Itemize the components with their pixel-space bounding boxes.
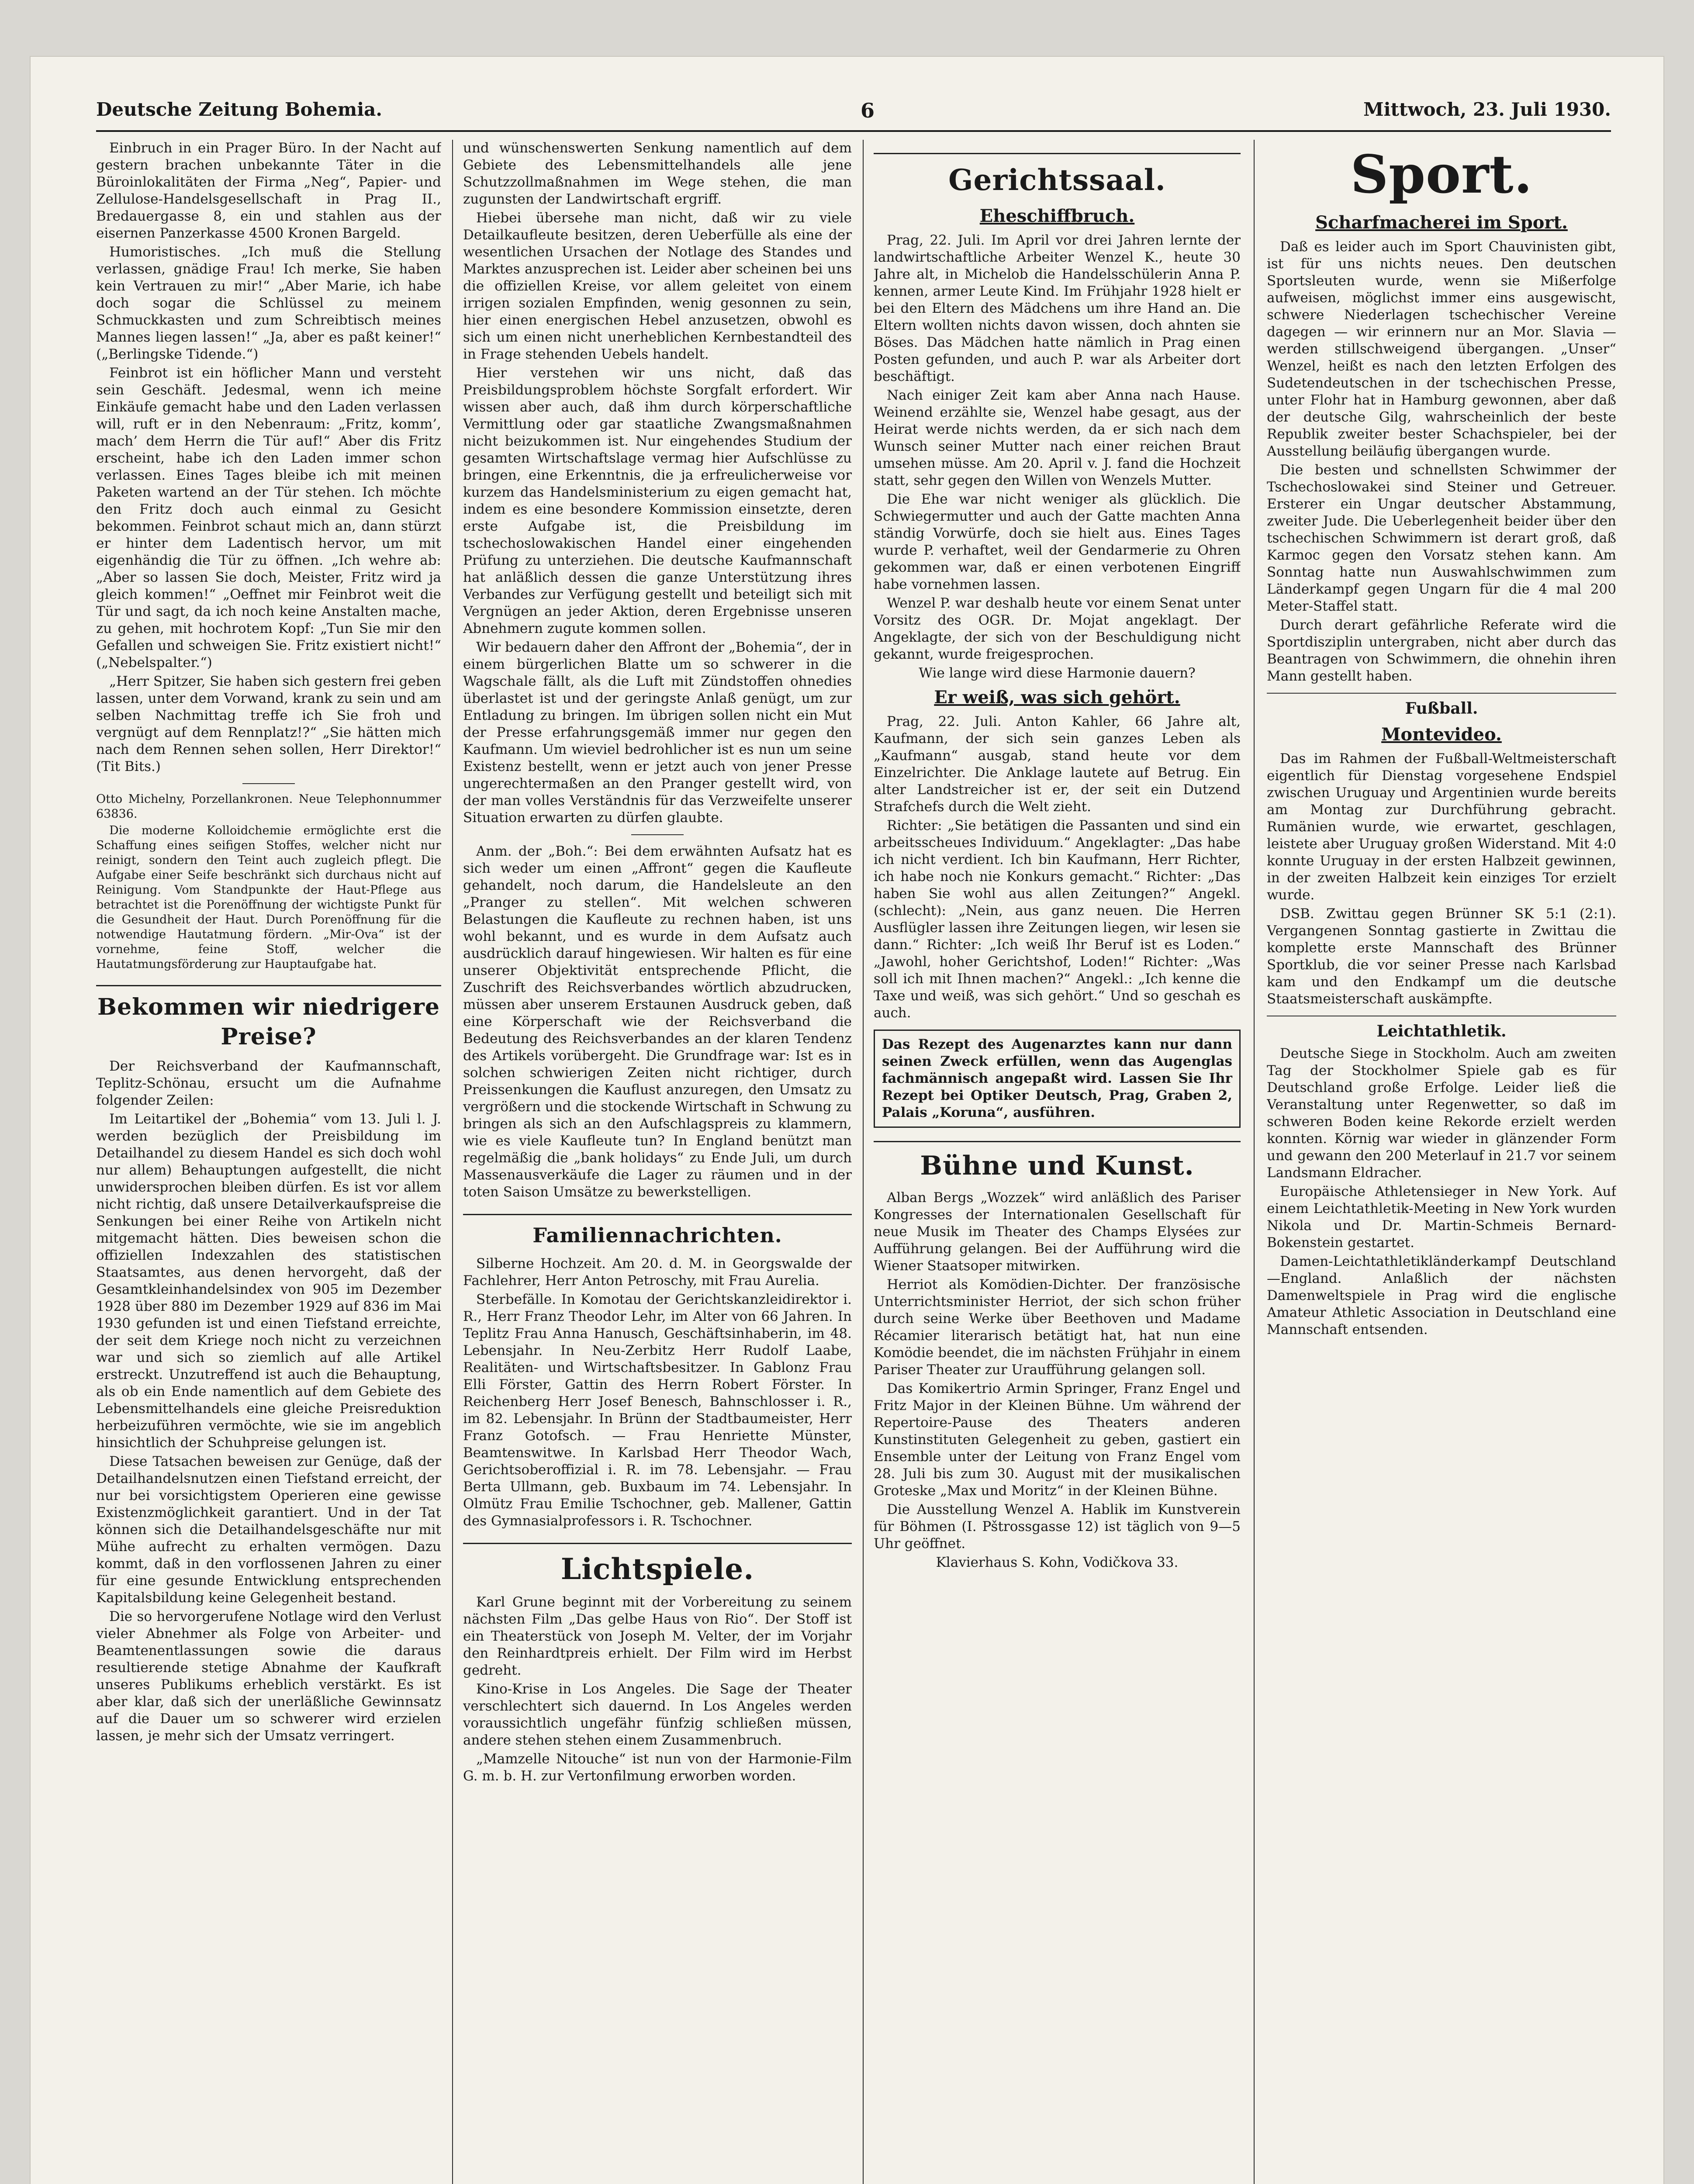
article-paragraph: Deutsche Siege in Stockholm. Auch am zweiten Tag der Stockholmer Spiele gab es für Deutschland große Erfolge. Leider ließ die Veranstaltung unter Regenwetter, so daß im schweren Boden keine Rekorde erzielt werden konnten. Körnig war wieder in glänzender Form und gewann den 200 Meterlauf in 21.7 vor seinem Landsmann Eldracher. xyxy=(1267,1046,1616,1181)
article-title: Eheschiffbruch. xyxy=(979,206,1135,226)
column-divider xyxy=(863,140,864,2184)
section-heading-court: Gerichtssaal. xyxy=(874,153,1241,199)
advertisement: Klavierhaus S. Kohn, Vodičkova 33. xyxy=(936,1555,1179,1570)
culture-notice: Herriot als Komödien-Dichter. Der französische Unterrichtsminister Herriot, der sich schon früher durch seine Werke über Beethoven und Madame Récamier literarisch betätigt hat, hat nun eine Komödie beendet, die im nächsten Frühjahr in einem Pariser Theater zur Uraufführung gelangen soll. xyxy=(874,1277,1241,1378)
column-3 xyxy=(874,140,1241,2184)
article-paragraph: Der Reichsverband der Kaufmannschaft, Teplitz-Schönau, ersucht um die Aufnahme folgender Zeilen: xyxy=(96,1058,441,1108)
article-title: Er weiß, was sich gehört. xyxy=(934,687,1180,708)
article-paragraph: Hier verstehen wir uns nicht, daß das Preisbildungsproblem höchste Sorgfalt erfordert. Wir wissen aber auch, daß ihm durch körperschaftliche Vermittlung oder gar staatliche Zwangsmaßnahmen nicht beizukommen ist. Nur eingehendes Studium der gesamten Wirtschaftslage vermag hier Aufschlüsse zu bringen, eine Erkenntnis, die ja erfreulicherweise vor kurzem das Handelsministerium zu eigen gemacht hat, indem es eine besondere Kommission einsetzte, deren erste Aufgabe ist, die Preisbildung im tschechoslowakischen Handel einer eingehenden Prüfung zu unterziehen. Die deutsche Kaufmannschaft hat anläßlich dessen die ganze Unterstützung ihres Verbandes zur Verfügung gestellt und beteiligt sich mit Vergnügen an jeder Aktion, deren Ergebnisse unseren Abnehmern zugute kommen sollen. xyxy=(463,365,852,636)
column-divider xyxy=(1254,140,1255,2184)
article-paragraph: Durch derart gefährliche Referate wird die Sportdisziplin untergraben, nicht aber durch das Beantragen von Schwimmern, die ohnehin ihren Mann gestellt haben. xyxy=(1267,617,1616,684)
cinema-notice: Karl Grune beginnt mit der Vorbereitung zu seinem nächsten Film „Das gelbe Haus von Rio“. Der Stoff ist ein Theaterstück von Joseph M. Velter, der im Vorjahr den Reinhardtpreis erhielt. Der Film wird im Herbst gedreht. xyxy=(463,1594,852,1678)
paper-title: Deutsche Zeitung Bohemia. xyxy=(96,99,382,120)
column-4 xyxy=(1267,140,1616,2184)
editor-note: Anm. der „Boh.“: Bei dem erwähnten Aufsatz hat es sich weder um einen „Affront“ gegen die Kaufleute gehandelt, noch darum, die Handelsleute an den „Pranger zu stellen“. Mit welchen schweren Belastungen die Kaufleute zu rechnen haben, ist uns wohl bekannt, und es wurde in dem Aufsatz auch ausdrücklich darauf hingewiesen. Wir halten es für eine unserer Objektivität entsprechende Pflicht, die Zuschrift des Reichsverbandes wörtlich abzudrucken, müssen aber unserem Erstaunen Ausdruck geben, daß eine Körperschaft wie der Reichsverband die Bedeutung des Reichsverbandes an der klaren Tendenz des Artikels vorübergeht. Die Grundfrage war: Ist es in solchen schwierigen Zeiten nicht richtiger, durch Preissenkungen die Kauflust anzuregen, den Umsatz zu vergrößern und die stockende Wirtschaft in Schwung zu bringen als sich an den Aufschlagspreis zu klammern, wie es viele Kaufleute tun? In England benützt man regelmäßig die „bank holidays“ zu Ende Juli, um durch Massenausverkäufe die Lager zu räumen und in der toten Saison Umsätze zu bewerkstelligen. xyxy=(463,843,852,1200)
article-paragraph: Die Ehe war nicht weniger als glücklich. Die Schwiegermutter und auch der Gatte machten Anna ständig Vorwürfe, doch sie hielt aus. Eines Tages wurde P. verhaftet, weil der Gendarmerie zu Ohren gekommen war, daß er einen verbotenen Eingriff habe vornehmen lassen. xyxy=(874,491,1241,592)
running-head xyxy=(96,99,1611,125)
culture-notice: Das Komikertrio Armin Springer, Franz Engel und Fritz Major in der Kleinen Bühne. Um während der Repertoire-Pause des Theaters anderen Kunstinstituten Gelegenheit zu geben, gastiert ein Ensemble unter der Leitung von Franz Engel vom 28. Juli bis zum 30. August mit der musikalischen Groteske „Max und Moritz“ in der Kleinen Bühne. xyxy=(874,1381,1241,1499)
headline: Bekommen wir niedrigere Preise? xyxy=(96,985,441,1052)
article-title: Scharfmacherei im Sport. xyxy=(1315,212,1568,233)
subsection-heading-football: Fußball. xyxy=(1267,693,1616,719)
article-paragraph: Wenzel P. war deshalb heute vor einem Senat unter Vorsitz des OGR. Dr. Mojat angeklagt. Der Angeklagte, der sich von der Beschuldigung nicht gekannt, wurde freigesprochen. xyxy=(874,595,1241,662)
article-paragraph: DSB. Zwittau gegen Brünner SK 5:1 (2:1). Vergangenen Sonntag gastierte in Zwittau die komplette erste Mannschaft des Brünner Sportklub, die vor seiner Presse nach Karlsbad kam und den Endkampf um die deutsche Staatsmeisterschaft auskämpfte. xyxy=(1267,906,1616,1007)
article-paragraph: und wünschenswerten Senkung namentlich auf dem Gebiete des Lebensmittelhandels alle jene Schutzzollmaßnahmen im Wege stehen, die man zugunsten der Landwirtschaft ergriff. xyxy=(463,140,852,207)
article-paragraph: Humoristisches. „Ich muß die Stellung verlassen, gnädige Frau! Ich merke, Sie haben kein Vertrauen zu mir!“ „Aber Marie, ich habe doch sogar die Schlüssel zu meinem Schmuckkasten und zum Schreibtisch meines Mannes liegen lassen!“ „Ja, aber es paßt keiner!“ („Berlingske Tidende.“) xyxy=(96,244,441,362)
culture-notice: Die Ausstellung Wenzel A. Hablik im Kunstverein für Böhmen (I. Pštrossgasse 12) ist täglich von 9—5 Uhr geöffnet. xyxy=(874,1502,1241,1552)
article-paragraph: Nach einiger Zeit kam aber Anna nach Hause. Weinend erzählte sie, Wenzel habe gesagt, aus der Heirat werde nichts werden, da er sich nach dem Wunsch seiner Mutter nach einer reichen Braut umsehen müsse. Am 20. April v. J. fand die Hochzeit statt, sehr gegen den Willen von Wenzels Mutter. xyxy=(874,387,1241,488)
article-paragraph: Hiebei übersehe man nicht, daß wir zu viele Detailkaufleute besitzen, deren Ueberfülle als eine der wesentlichen Ursachen der Notlage des Standes und Marktes anzusprechen ist. Leider aber scheinen bei uns die offiziellen Kreise, vor allem geleitet von einem irrigen sozialen Empfinden, wenig gesonnen zu sein, hier einen energischen Hebel anzusetzen, obwohl es sich um einen nicht unerheblichen Kernbestandteil des in Frage stehenden Uebels handelt. xyxy=(463,210,852,362)
cinema-notice: Kino-Krise in Los Angeles. Die Sage der Theater verschlechtert sich dauernd. In Los Angeles werden voraussichtlich ungefähr fünfzig schließen müssen, andere stehen stehen einem Zusammenbruch. xyxy=(463,1681,852,1748)
culture-notice: Alban Bergs „Wozzek“ wird anläßlich des Pariser Kongresses der Internationalen Gesellschaft für neue Musik im Theater des Champs Elysées zur Aufführung gelangen. Bei der Aufführung wird die Wiener Staatsoper mitwirken. xyxy=(874,1190,1241,1274)
section-heading-family: Familiennachrichten. xyxy=(463,1214,852,1249)
article-paragraph: Einbruch in ein Prager Büro. In der Nacht auf gestern brachen unbekannte Täter in die Büroinlokalitäten der Firma „Neg“, Papier- und Zellulose-Handelsgesellschaft in Prag II., Bredauergasse 8, ein und stahlen aus der eisernen Panzerkasse 4500 Kronen Bargeld. xyxy=(96,140,441,241)
newspaper-page xyxy=(31,57,1663,2184)
section-heading-cinema: Lichtspiele. xyxy=(463,1543,852,1588)
article-paragraph: Daß es leider auch im Sport Chauvinisten gibt, ist für uns nichts neues. Den deutschen Sportsleuten wurde, wenn sie Mißerfolge aufweisen, möglichst immer eins ausgewischt, schwere Niederlagen tschechischer Vereine dagegen — wir erinnern nur an Mor. Slavia — werden stillschweigend übergangen. „Unser“ Wenzel, heißt es nach den letzten Erfolgen des Sudetendeutschen in der tschechischen Presse, unter Flohr hat in Hamburg gewonnen, aber daß der deutsche Gilg, wahrscheinlich der beste Republik zweiter bester Schachspieler, bei der Ausstellung beiläufig übergangen wurde. xyxy=(1267,239,1616,459)
article-title: Montevideo. xyxy=(1381,724,1502,745)
article-paragraph: Prag, 22. Juli. Im April vor drei Jahren lernte der landwirtschaftliche Arbeiter Wenzel K., heute 30 Jahre alt, in Michelob die Handelsschülerin Anna P. kennen, armer Leute Kind. Im Frühjahr 1928 hielt er bei den Eltern des Mädchens um ihre Hand an. Die Eltern wollten nichts davon wissen, doch ahnten sie Böses. Das Mädchen hatte nämlich in Prag einen Posten gefunden, und auch P. war als Arbeiter dort beschäftigt. xyxy=(874,232,1241,384)
column-divider xyxy=(452,140,453,2184)
article-paragraph: Damen-Leichtathletikländerkampf Deutschland—England. Anlaßlich der nächsten Damenweltspiele in Prag wird die englische Amateur Athletic Association in Deutschland eine Mannschaft entsenden. xyxy=(1267,1254,1616,1337)
column-1 xyxy=(96,140,441,2184)
article-paragraph: Die so hervorgerufene Notlage wird den Verlust vieler Abnehmer als Folge von Arbeiter- und Beamtenentlassungen sowie die daraus resultierende stetige Abnahme der Kaufkraft unseres Publikums erheblich verstärkt. Es ist aber klar, daß sich der unerläßliche Gewinnsatz auf die Dauer um so schwerer wird erzielen lassen, je mehr sich der Umsatz verringert. xyxy=(96,1609,441,1744)
article-closing: Wie lange wird diese Harmonie dauern? xyxy=(919,665,1196,681)
column-2 xyxy=(463,140,852,2184)
article-paragraph: Feinbrot ist ein höflicher Mann und versteht sein Geschäft. Jedesmal, wenn ich meine Einkäufe gemacht habe und den Laden verlassen will, ruft er in den Nebenraum: „Fritz, komm’, mach’ dem Herrn die Tür auf!“ Aber dis Fritz erscheint, habe ich den Laden immer schon verlassen. Eines Tages bleibe ich mit meinen Paketen wartend an der Tür stehen. Ich möchte den Fritz doch auch einmal zu Gesicht bekommen. Feinbrot schaut mich an, dann stürzt er hinter dem Ladentisch hervor, um mit eigenhändig die Tür zu öffnen. „Ich wehre ab: „Aber so lassen Sie doch, Meister, Fritz wird ja gleich kommen!“ „Oeffnet mir Feinbrot weit die Tür und sagt, da ich noch keine Anstalten mache, zu gehen, mit hochrotem Kopf: „Tun Sie mir den Gefallen und schweigen Sie. Fritz existiert nicht!“ („Nebelspalter.“) xyxy=(96,365,441,670)
article-paragraph: Prag, 22. Juli. Anton Kahler, 66 Jahre alt, Kaufmann, der sich sein ganzes Leben als „Kaufmann“ ausgab, stand heute vor dem Einzelrichter. Die Anklage lautete auf Betrug. Ein alter Landstreicher ist er, der seit ein Dutzend Strafchefs durch die Welt zieht. xyxy=(874,714,1241,815)
separator xyxy=(242,783,295,784)
advertisement-box: Das Rezept des Augenarztes kann nur dann seinen Zweck erfüllen, wenn das Augenglas fachmännisch angepaßt wird. Lassen Sie Ihr Rezept bei Optiker Deutsch, Prag, Graben 2, Palais „Koruna“, ausführen. xyxy=(874,1030,1241,1128)
cinema-notice: „Mamzelle Nitouche“ ist nun von der Harmonie-Film G. m. b. H. zur Vertonfilmung erworben worden. xyxy=(463,1751,852,1784)
family-notice: Silberne Hochzeit. Am 20. d. M. in Georgswalde der Fachlehrer, Herr Anton Petroschy, mit Frau Aurelia. xyxy=(463,1256,852,1289)
article-paragraph: Diese Tatsachen beweisen zur Genüge, daß der Detailhandelsnutzen einen Tiefstand erreicht, der nur bei vorsichtigstem Operieren eine gewisse Existenzmöglichkeit garantiert. Und in der Tat können sich die Detailhandelsgeschäfte nur mit Mühe aufrecht zu erhalten vermögen. Dazu kommt, daß in den vorflossenen Jahren zu einer für eine gesunde Entwicklung entsprechenden Kapitalsbildung keine Gelegenheit bestand. xyxy=(96,1454,441,1606)
article-paragraph: „Herr Spitzer, Sie haben sich gestern frei geben lassen, unter dem Vorwand, krank zu sein und am selben Nachmittag treffe ich Sie froh und vergnügt auf dem Rennplatz!?“ „Sie hätten mich nach dem Rennen sehen sollen, Herr Direktor!“ (Tit Bits.) xyxy=(96,674,441,774)
article-paragraph: Das im Rahmen der Fußball-Weltmeisterschaft eigentlich für Dienstag vorgesehene Endspiel zwischen Uruguay und Argentinien wurde bereits am Montag zur Durchführung gebracht. Rumänien wurde, wie erwartet, geschlagen, leistete aber Uruguay großen Widerstand. Mit 4:0 konnte Uruguay in der ersten Halbzeit gewinnen, in der zweiten Halbzeit kein einziges Tor erzielt wurde. xyxy=(1267,751,1616,903)
page-number: 6 xyxy=(861,99,875,122)
subsection-heading-athletics: Leichtathletik. xyxy=(1267,1016,1616,1042)
advertisement: Die moderne Kolloidchemie ermöglichte erst die Schaffung eines seifigen Stoffes, welcher nicht nur reinigt, sondern den Teint auch zugleich pflegt. Die Aufgabe einer Seife beschränkt sich durchaus nicht auf Reinigung. Vom Standpunkte der Haut-Pflege aus betrachtet ist die Porenöffnung der wichtigste Punkt für die Gesundheit der Haut. Durch Porenöffnung für die notwendige Hautatmung fördern. „Mir-Ova“ ist der vornehme, feine Stoff, welcher die Hautatmungsförderung zur Hauptaufgabe hat. xyxy=(96,824,441,971)
header-rule xyxy=(96,130,1611,132)
article-paragraph: Die besten und schnellsten Schwimmer der Tschechoslowakei sind Steiner und Getreuer. Ersterer ein Ungar deutscher Abstammung, zweiter Jude. Die Ueberlegenheit beider über den tschechischen Schwimmern ist derart groß, daß Karmoc gegen den Vorsatz stehen kann. Am Sonntag hatte nun Auswahlschwimmen zum Länderkampf gegen Ungarn für die 4 mal 200 Meter-Staffel statt. xyxy=(1267,462,1616,614)
advertisement: Otto Michelny, Porzellankronen. Neue Telephonnummer 63836. xyxy=(96,792,441,821)
article-paragraph: Wir bedauern daher den Affront der „Bohemia“, der in einem bürgerlichen Blatte um so schwerer in die Wagschale fällt, als die Luft mit Zündstoffen ohnedies überlastet ist und der geringste Anlaß genügt, um zur Entladung zu bringen. Im übrigen sollen nicht ein Mut der Presse erfahrungsgemäß immer nur gegen den Kaufmann. Um wieviel bedrohlicher ist es nun um seine Existenz bestellt, wenn er jetzt auch von jener Presse ungerechtermaßen an den Pranger gestellt wird, von der man volles Verständnis für das Verzweifelte unserer Situation erwarten zu dürfen glaubte. xyxy=(463,639,852,826)
article-paragraph: Richter: „Sie betätigen die Passanten und sind ein arbeitsscheues Individuum.“ Angeklagter: „Das habe ich nicht verdient. Ich bin Kaufmann, Herr Richter, ich habe noch nie Konkurs gemacht.“ Richter: „Das haben Sie wohl aus allen Zeitungen?“ Angekl. (schlecht): „Nein, aus ganz neuen. Die Herren Ausflügler lassen ihre Zeitungen liegen, wir lesen sie dann.“ Richter: „Ich weiß Ihr Beruf ist es Loden.“ „Jawohl, hoher Gerichtshof, Loden!“ Richter: „Was soll ich mit Ihnen machen?“ Angekl.: „Ich kenne die Taxe und weiß, was sich gehört.“ Und so geschah es auch. xyxy=(874,818,1241,1021)
section-heading-stage: Bühne und Kunst. xyxy=(874,1141,1241,1183)
section-heading-sport: Sport. xyxy=(1350,144,1533,205)
issue-date: Mittwoch, 23. Juli 1930. xyxy=(1363,99,1611,120)
separator xyxy=(631,834,684,835)
article-paragraph: Europäische Athletensieger in New York. Auf einem Leichtathletik-Meeting in New York wurden Nikola und Dr. Martin-Schmeis Bernard-Bokenstein gestartet. xyxy=(1267,1184,1616,1251)
article-paragraph: Im Leitartikel der „Bohemia“ vom 13. Juli l. J. werden bezüglich der Preisbildung im Detailhandel zu diesem Handel es sich doch wohl nur allem) Behauptungen aufgestellt, die nicht unwidersprochen bleiben dürfen. Es ist vor allem nicht richtig, daß unsere Detailverkaufspreise die Senkungen bei einer Reihe von Artikeln nicht mitgemacht hätten. Dies beweisen schon die offiziellen Indexzahlen des statistischen Staatsamtes, aus denen hervorgeht, daß der Gesamtkleinhandelsindex von 905 im Dezember 1928 über 880 im Dezember 1929 auf 836 im Mai 1930 gefunden ist und einen Tiefstand erreichte, der seit dem Kriege noch nicht zu verzeichnen war und sich so ziemlich auf alle Artikel erstreckt. Unzutreffend ist auch die Behauptung, als ob ein Ende namentlich auf dem Gebiete des Lebensmittelhandels eine gleiche Preisreduktion herbeizuführen vermöchte, wie sie im angeblich hinsichtlich der Schuhpreise gelungen ist. xyxy=(96,1111,441,1451)
family-notice: Sterbefälle. In Komotau der Gerichtskanzleidirektor i. R., Herr Franz Theodor Lehr, im Alter von 66 Jahren. In Teplitz Frau Anna Hanusch, Geschäftsinhaberin, im 48. Lebensjahr. In Neu-Zerbitz Herr Rudolf Laabe, Realitäten- und Wirtschaftsbesitzer. In Gablonz Frau Elli Förster, Gattin des Herrn Robert Förster. In Reichenberg Herr Josef Benesch, Bahnschlosser i. R., im 82. Lebensjahr. In Brünn der Stadtbaumeister, Herr Franz Gotofsch. — Frau Henriette Münster, Beamtenswitwe. In Karlsbad Herr Theodor Wach, Gerichtsoberoffizial i. R. im 78. Lebensjahr. — Frau Berta Ullmann, geb. Buxbaum im 74. Lebensjahr. In Olmütz Frau Emilie Tschochner, geb. Mallener, Gattin des Gymnasialprofessors i. R. Tschochner. xyxy=(463,1292,852,1529)
